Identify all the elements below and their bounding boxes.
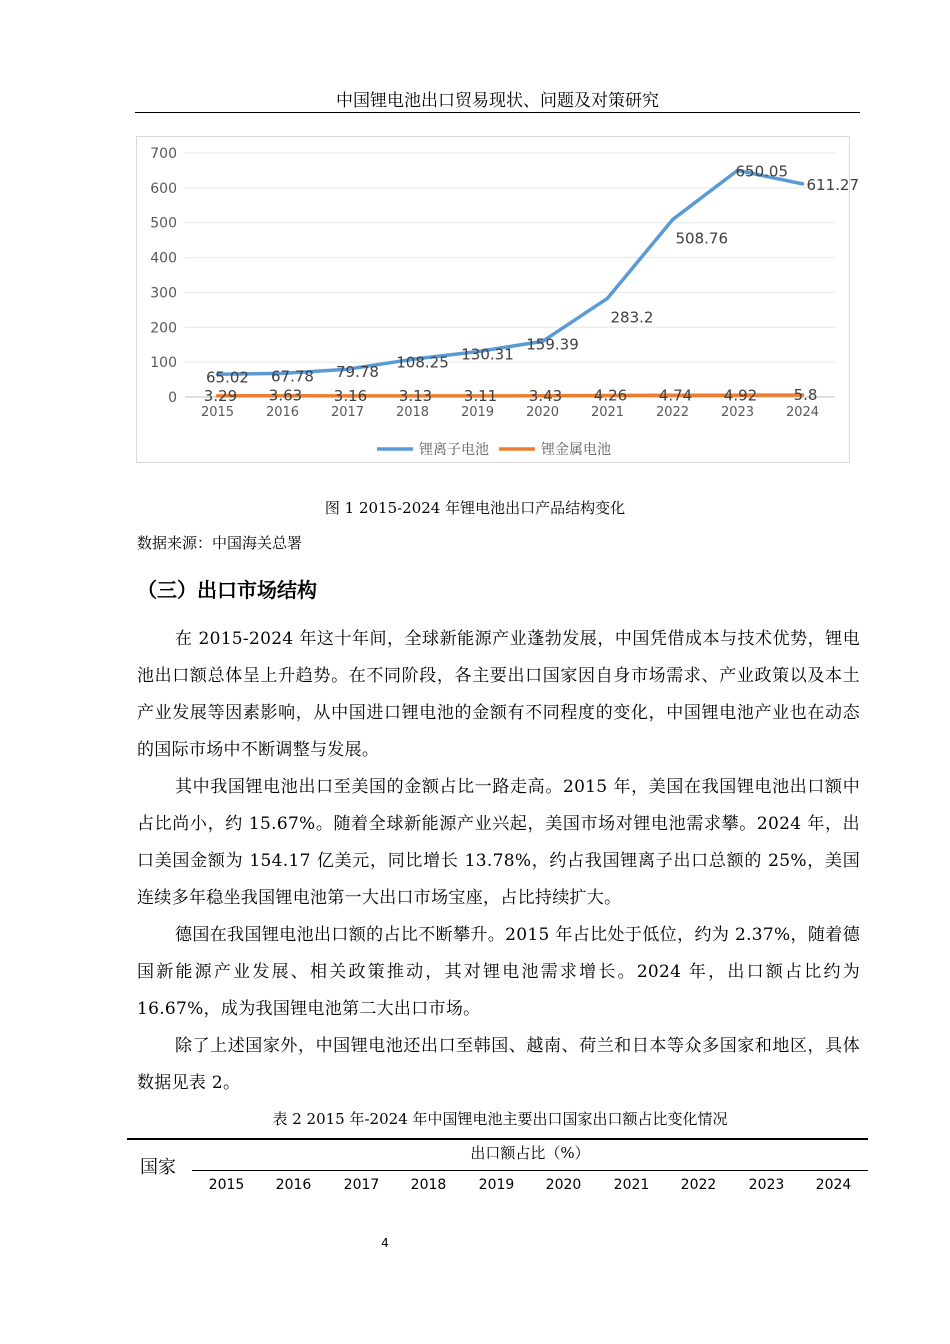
year-header: 2022 (680, 1177, 717, 1193)
line-chart (136, 136, 859, 463)
body-paragraph: 德国在我国锂电池出口额的占比不断攀升。2015 年占比处于低位，约为 2.37%，随着德国新能源产业发展、相关政策推动，其对锂电池需求增长。2024 年，出口额占比约为 16.67%，成为我国锂电池第二大出口市场。 (137, 925, 860, 1019)
data-label: 130.31 (461, 345, 514, 364)
data-label: 3.63 (268, 386, 303, 405)
data-label: 3.16 (333, 386, 368, 405)
legend (377, 441, 611, 458)
x-tick-label: 2020 (525, 405, 560, 420)
data-label: 3.29 (203, 386, 238, 405)
data-label: 67.78 (271, 367, 314, 386)
y-tick-label: 200 (150, 320, 177, 337)
y-tick-label: 400 (150, 250, 177, 267)
x-tick-label: 2019 (460, 405, 495, 420)
data-label: 283.2 (610, 308, 654, 327)
header-rule (135, 112, 860, 113)
running-header: 中国锂电池出口贸易现状、问题及对策研究 (336, 91, 659, 111)
x-axis-ticks (201, 405, 819, 420)
year-header: 2019 (478, 1177, 515, 1193)
data-label: 108.25 (396, 353, 449, 372)
x-tick-label: 2024 (785, 405, 820, 420)
data-label: 3.11 (463, 386, 498, 405)
y-tick-label: 300 (150, 285, 177, 302)
x-tick-label: 2016 (265, 405, 300, 420)
data-label: 5.8 (793, 385, 818, 404)
data-label: 65.02 (206, 368, 249, 387)
year-header: 2023 (748, 1177, 785, 1193)
figure-caption: 图 1 2015-2024 年锂电池出口产品结构变化 (324, 499, 626, 517)
section-heading: （三）出口市场结构 (137, 578, 317, 602)
table-group-rule (192, 1170, 868, 1171)
year-header: 2015 (208, 1177, 245, 1193)
y-tick-label: 500 (150, 215, 177, 232)
y-tick-label: 600 (150, 180, 177, 197)
x-tick-label: 2023 (720, 405, 755, 420)
legend-label-li-metal: 锂金属电池 (541, 442, 611, 458)
page-number: 4 (381, 1236, 389, 1250)
year-header: 2021 (613, 1177, 650, 1193)
table-top-rule (127, 1138, 868, 1140)
x-tick-label: 2021 (590, 405, 625, 420)
year-header: 2018 (410, 1177, 447, 1193)
year-header: 2017 (343, 1177, 380, 1193)
table-country-header: 国家 (140, 1157, 176, 1178)
data-labels-li-ion (206, 162, 859, 386)
y-tick-label: 100 (150, 355, 177, 372)
data-label: 4.92 (723, 386, 758, 405)
data-label: 611.27 (806, 175, 859, 194)
x-tick-label: 2018 (395, 405, 430, 420)
table-caption: 表 2 2015 年-2024 年中国锂电池主要出口国家出口额占比变化情况 (272, 1110, 728, 1128)
y-tick-label: 700 (150, 146, 177, 162)
data-label: 3.43 (528, 386, 563, 405)
data-label: 3.13 (398, 386, 433, 405)
body-paragraph: 除了上述国家外，中国锂电池还出口至韩国、越南、荷兰和日本等众多国家和地区，具体数据见表 2。 (137, 1036, 860, 1093)
series-line-li-ion (218, 170, 803, 374)
x-tick-label: 2017 (330, 405, 365, 420)
x-tick-label: 2015 (200, 405, 235, 420)
data-label: 4.74 (658, 386, 693, 405)
table-group-header: 出口额占比（%） (470, 1144, 590, 1162)
data-label: 4.26 (593, 386, 628, 405)
year-header: 2020 (545, 1177, 582, 1193)
series-line-li-metal (218, 395, 803, 396)
year-header: 2016 (275, 1177, 312, 1193)
chart-canvas (137, 137, 859, 464)
data-label: 79.78 (336, 363, 379, 382)
legend-label-li-ion: 锂离子电池 (419, 442, 489, 458)
data-label: 159.39 (526, 335, 579, 354)
body-paragraph: 在 2015-2024 年这十年间，全球新能源产业蓬勃发展，中国凭借成本与技术优势，锂电池出口额总体呈上升趋势。在不同阶段，各主要出口国家因自身市场需求、产业政策以及本土产业发展等因素影响，从中国进口锂电池的金额有不同程度的变化，中国锂电池产业也在动态的国际市场中不断调整与发展。 (137, 629, 860, 760)
body-paragraph: 其中我国锂电池出口至美国的金额占比一路走高。2015 年，美国在我国锂电池出口额中占比尚小，约 15.67%。随着全球新能源产业兴起，美国市场对锂电池需求攀。2024 年，出口美国金额为 154.17 亿美元，同比增长 13.78%，约占我国锂离子出口总额的 25%，美国连续多年稳坐我国锂电池第一大出口市场宝座，占比持续扩大。 (137, 777, 860, 908)
year-header: 2024 (815, 1177, 852, 1193)
x-tick-label: 2022 (655, 405, 690, 420)
data-source-note: 数据来源：中国海关总署 (137, 534, 303, 552)
data-label: 650.05 (735, 162, 788, 181)
data-label: 508.76 (675, 229, 728, 248)
y-axis-ticks (150, 146, 177, 406)
y-tick-label: 0 (168, 390, 177, 406)
